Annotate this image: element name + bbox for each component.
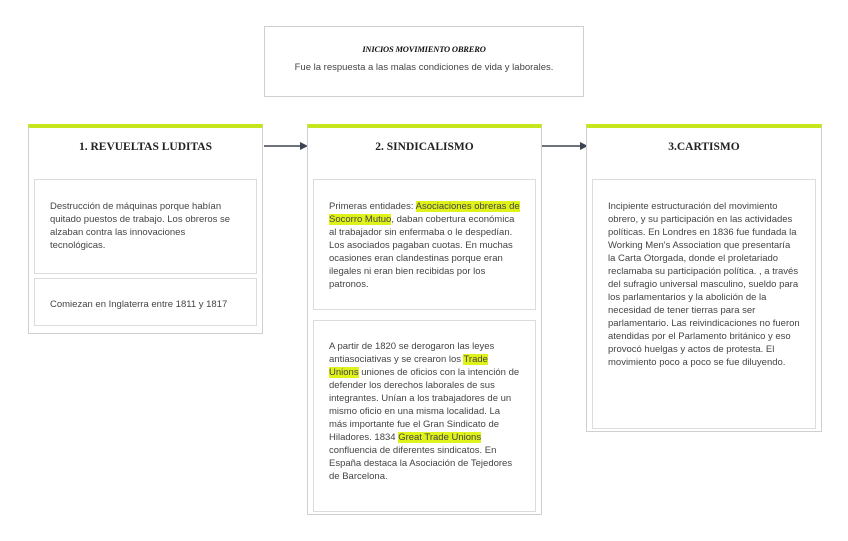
column-revueltas-luditas [28,124,263,334]
arrow-connector [264,140,308,152]
card-text: confluencia de diferentes sindicatos. En España destaca la Asociación de Tejedores de Barcelona. [329,445,513,482]
card-primeras-entidades [313,179,536,310]
card-trade-unions [313,320,536,512]
column-heading: 1. REVUELTAS LUDITAS [78,141,213,153]
diagram-title: INICIOS MOVIMIENTO OBRERO [362,44,486,54]
card-text: A partir de 1820 se derogaron las leyes antiasociativas y se crearon los [329,341,495,365]
card-text: Incipiente estructuración del movimiento obrero, y su participación en las actividades políticas. En Londres en 1836 fue fundada la Working Men's Association que presentaría la Carta Otorgada, donde el proletariado reclamaba su participación política. , a través del sufragio universal masculino, sueldo para los parlamentarios y la abolición de la necesidad de tener tierras para ser parlamentario. Las reivindicaciones no fueron atendidas por el Parlamento británico y eso provocó huelgas y actos de protesta. El movimiento poco a poco se fue diluyendo. [608,201,800,368]
card-text: , daban cobertura económica al trabajador sin enfermaba o le despedían. Los asociados pagaban cuotas. En muchas ocasiones eran clandestinas porque eran ilegales ni eran bien recibidas por los patronos. [329,214,515,290]
card-text: Destrucción de máquinas porque habían quitado puestos de trabajo. Los obreros se alzaban contra las innovaciones tecnológicas. [50,201,231,251]
highlight-asociaciones: Asociaciones obreras de Socorro Mutuo [329,201,520,225]
card-fechas [34,278,257,326]
column-cartismo [586,124,822,432]
card-text: Comiezan en Inglaterra entre 1811 y 1817 [50,299,228,310]
diagram-subtitle: Fue la respuesta a las malas condiciones de vida y laborales. [294,62,554,73]
card-cartismo [592,179,816,429]
column-sindicalismo [307,124,542,515]
card-destruccion [34,179,257,274]
column-heading: 2. SINDICALISMO [375,141,474,153]
title-box [264,26,584,97]
highlight-great-trade-unions: Great Trade Unions [398,432,482,443]
card-text: Primeras entidades: [329,201,416,212]
highlight-trade-unions: Trade Unions [329,354,488,378]
card-text: uniones de oficios con la intención de defender los derechos laborales de sus integrantes. Unían a los trabajadores de un mismo oficio en una misma localidad. La más importante fue el Gran Sindicato de Hiladores. 1834 [329,367,520,443]
column-heading: 3.CARTISMO [668,141,740,153]
arrow-connector [542,140,588,152]
